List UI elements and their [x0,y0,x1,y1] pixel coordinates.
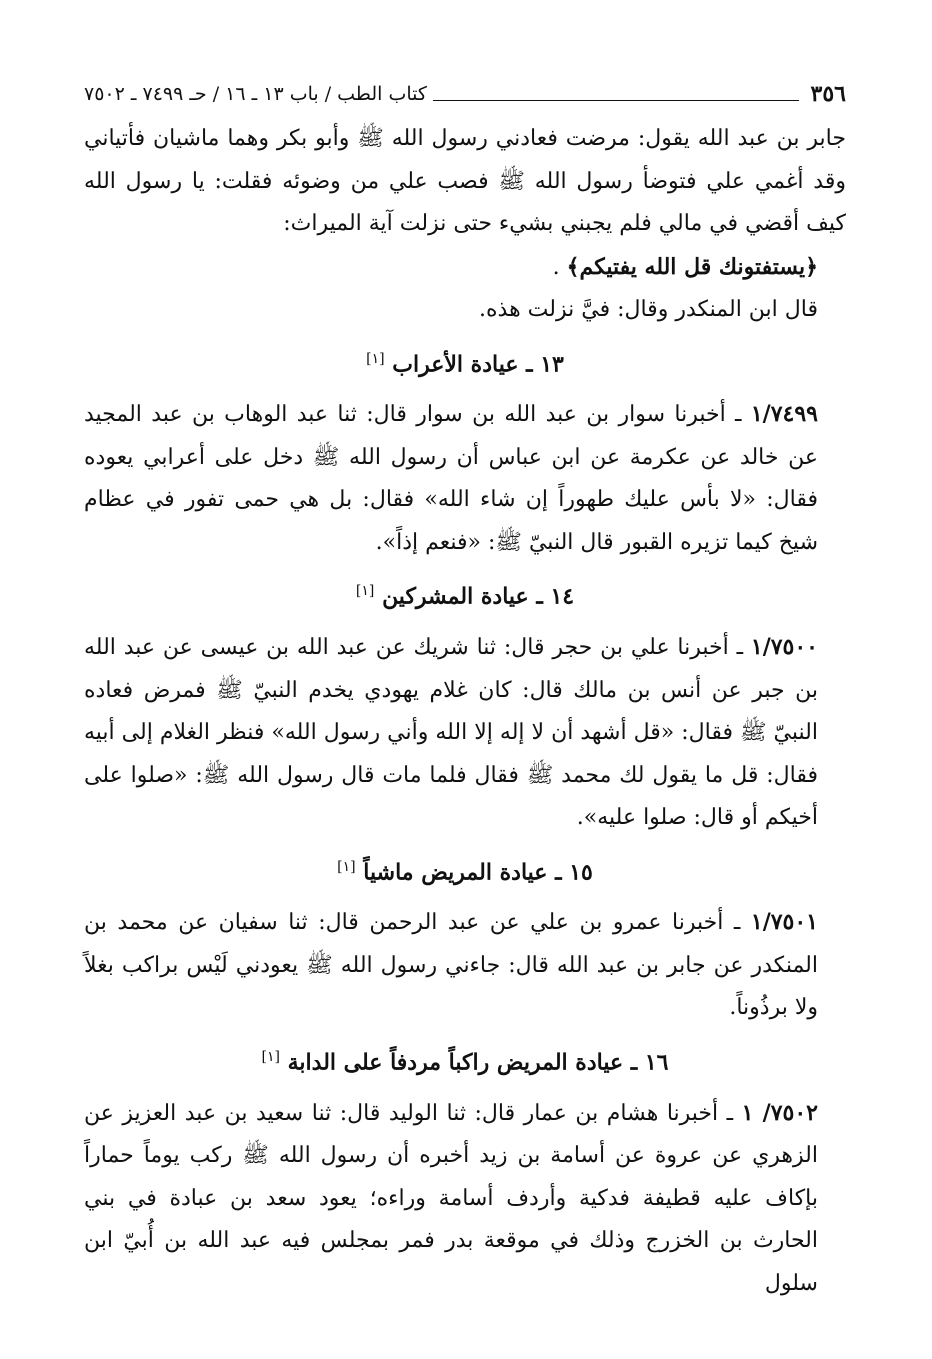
quran-end: . [552,254,560,280]
footnote-marker: [١] [261,1048,280,1065]
section-heading-text: ١٤ ـ عيادة المشركين [382,583,575,610]
hadith-number: ١/٧٤٩٩ [750,401,818,428]
footnote-marker: [١] [366,350,385,367]
hadith-paragraph [84,1092,846,1306]
intro-paragraph [84,118,846,246]
header-rule [433,100,799,101]
hadith-paragraph [84,901,846,1030]
hadith-text: ـ أخبرنا عمرو بن علي عن عبد الرحمن قال: ثنا سفيان عن محمد بن المنكدر عن جابر بن عبد الله قال: جاءني رسول الله ﷺ يعودني لَيْس براكب بغلاً ولا برذُوناً. [84,910,818,1021]
section-heading [84,1036,846,1084]
intro-closing [84,289,846,332]
footnote-marker: [١] [355,583,375,600]
hadith-number: ٧٥٠٢/ ١ [741,1099,818,1126]
section-heading [84,846,846,894]
hadith-number: ١/٧٥٠٠ [750,634,818,661]
quran-verse [84,246,846,290]
section-heading-text: ١٦ ـ عيادة المريض راكباً مردفاً على الدابة [287,1049,669,1076]
page-header [84,74,846,114]
page-body [84,118,846,1305]
section-heading [84,338,846,386]
page-number: ٣٥٦ [810,81,846,107]
hadith-text: ـ أخبرنا علي بن حجر قال: ثنا شريك عن عبد الله بن عيسى عن عبد الله بن جبر عن أنس بن مالك قال: كان غلام يهودي يخدم النبيّ ﷺ فمرض فعاده النبيّ ﷺ فقال: «قل أشهد أن لا إله إلا الله وأني رسول الله» فنظر الغلام إلى أبيه فقال: قل ما يقول لك محمد ﷺ فقال فلما مات قال رسول الله ﷺ: «صلوا على أخيكم أو قال: صلوا عليه». [84,635,818,831]
intro-text: جابر بن عبد الله يقول: مرضت فعادني رسول الله ﷺ وأبو بكر وهما ماشيان فأتياني وقد أغمي علي فتوضأ رسول الله ﷺ فصب علي من وضوئه فقلت: يا رسول الله كيف أقضي في مالي فلم يجبني بشيء حتى نزلت آية الميراث: [84,126,846,236]
hadith-text: ـ أخبرنا سوار بن عبد الله بن سوار قال: ثنا عبد الوهاب بن عبد المجيد عن خالد عن عكرمة عن ابن عباس أن رسول الله ﷺ دخل على أعرابي يعوده فقال: «لا بأس عليك طهوراً إن شاء الله» فقال: بل هي حمى تفور في عظام شيخ كيما تزيره القبور قال النبيّ ﷺ: «فنعم إذاً». [84,402,818,555]
section-heading-text: ١٣ ـ عيادة الأعراب [392,350,564,377]
footnote-marker: [١] [337,858,356,875]
intro-closing-text: قال ابن المنكدر وقال: فيَّ نزلت هذه. [479,297,818,322]
section-heading [84,570,846,618]
hadith-paragraph [84,393,846,564]
section-heading-text: ١٥ ـ عيادة المريض ماشياً [363,858,593,885]
hadith-number: ١/٧٥٠١ [750,909,818,936]
quran-text: ﴿يستفتونك قل الله يفتيكم﴾ [566,253,818,280]
running-title: كتاب الطب / باب ١٣ ـ ١٦ / حـ ٧٤٩٩ ـ ٧٥٠٢ [84,83,427,105]
hadith-paragraph [84,626,846,840]
hadith-text: ـ أخبرنا هشام بن عمار قال: ثنا الوليد قال: ثنا سعيد بن عبد العزيز عن الزهري عن عروة عن أسامة بن زيد أخبره أن رسول الله ﷺ ركب يوماً حماراً بإكاف عليه قطيفة فدكية وأردف أسامة وراءه؛ يعود سعد بن عبادة في بني الحارث بن الخزرج وذلك في موقعة بدر فمر بمجلس فيه عبد الله بن أُبيّ ابن سلول [84,1100,818,1296]
